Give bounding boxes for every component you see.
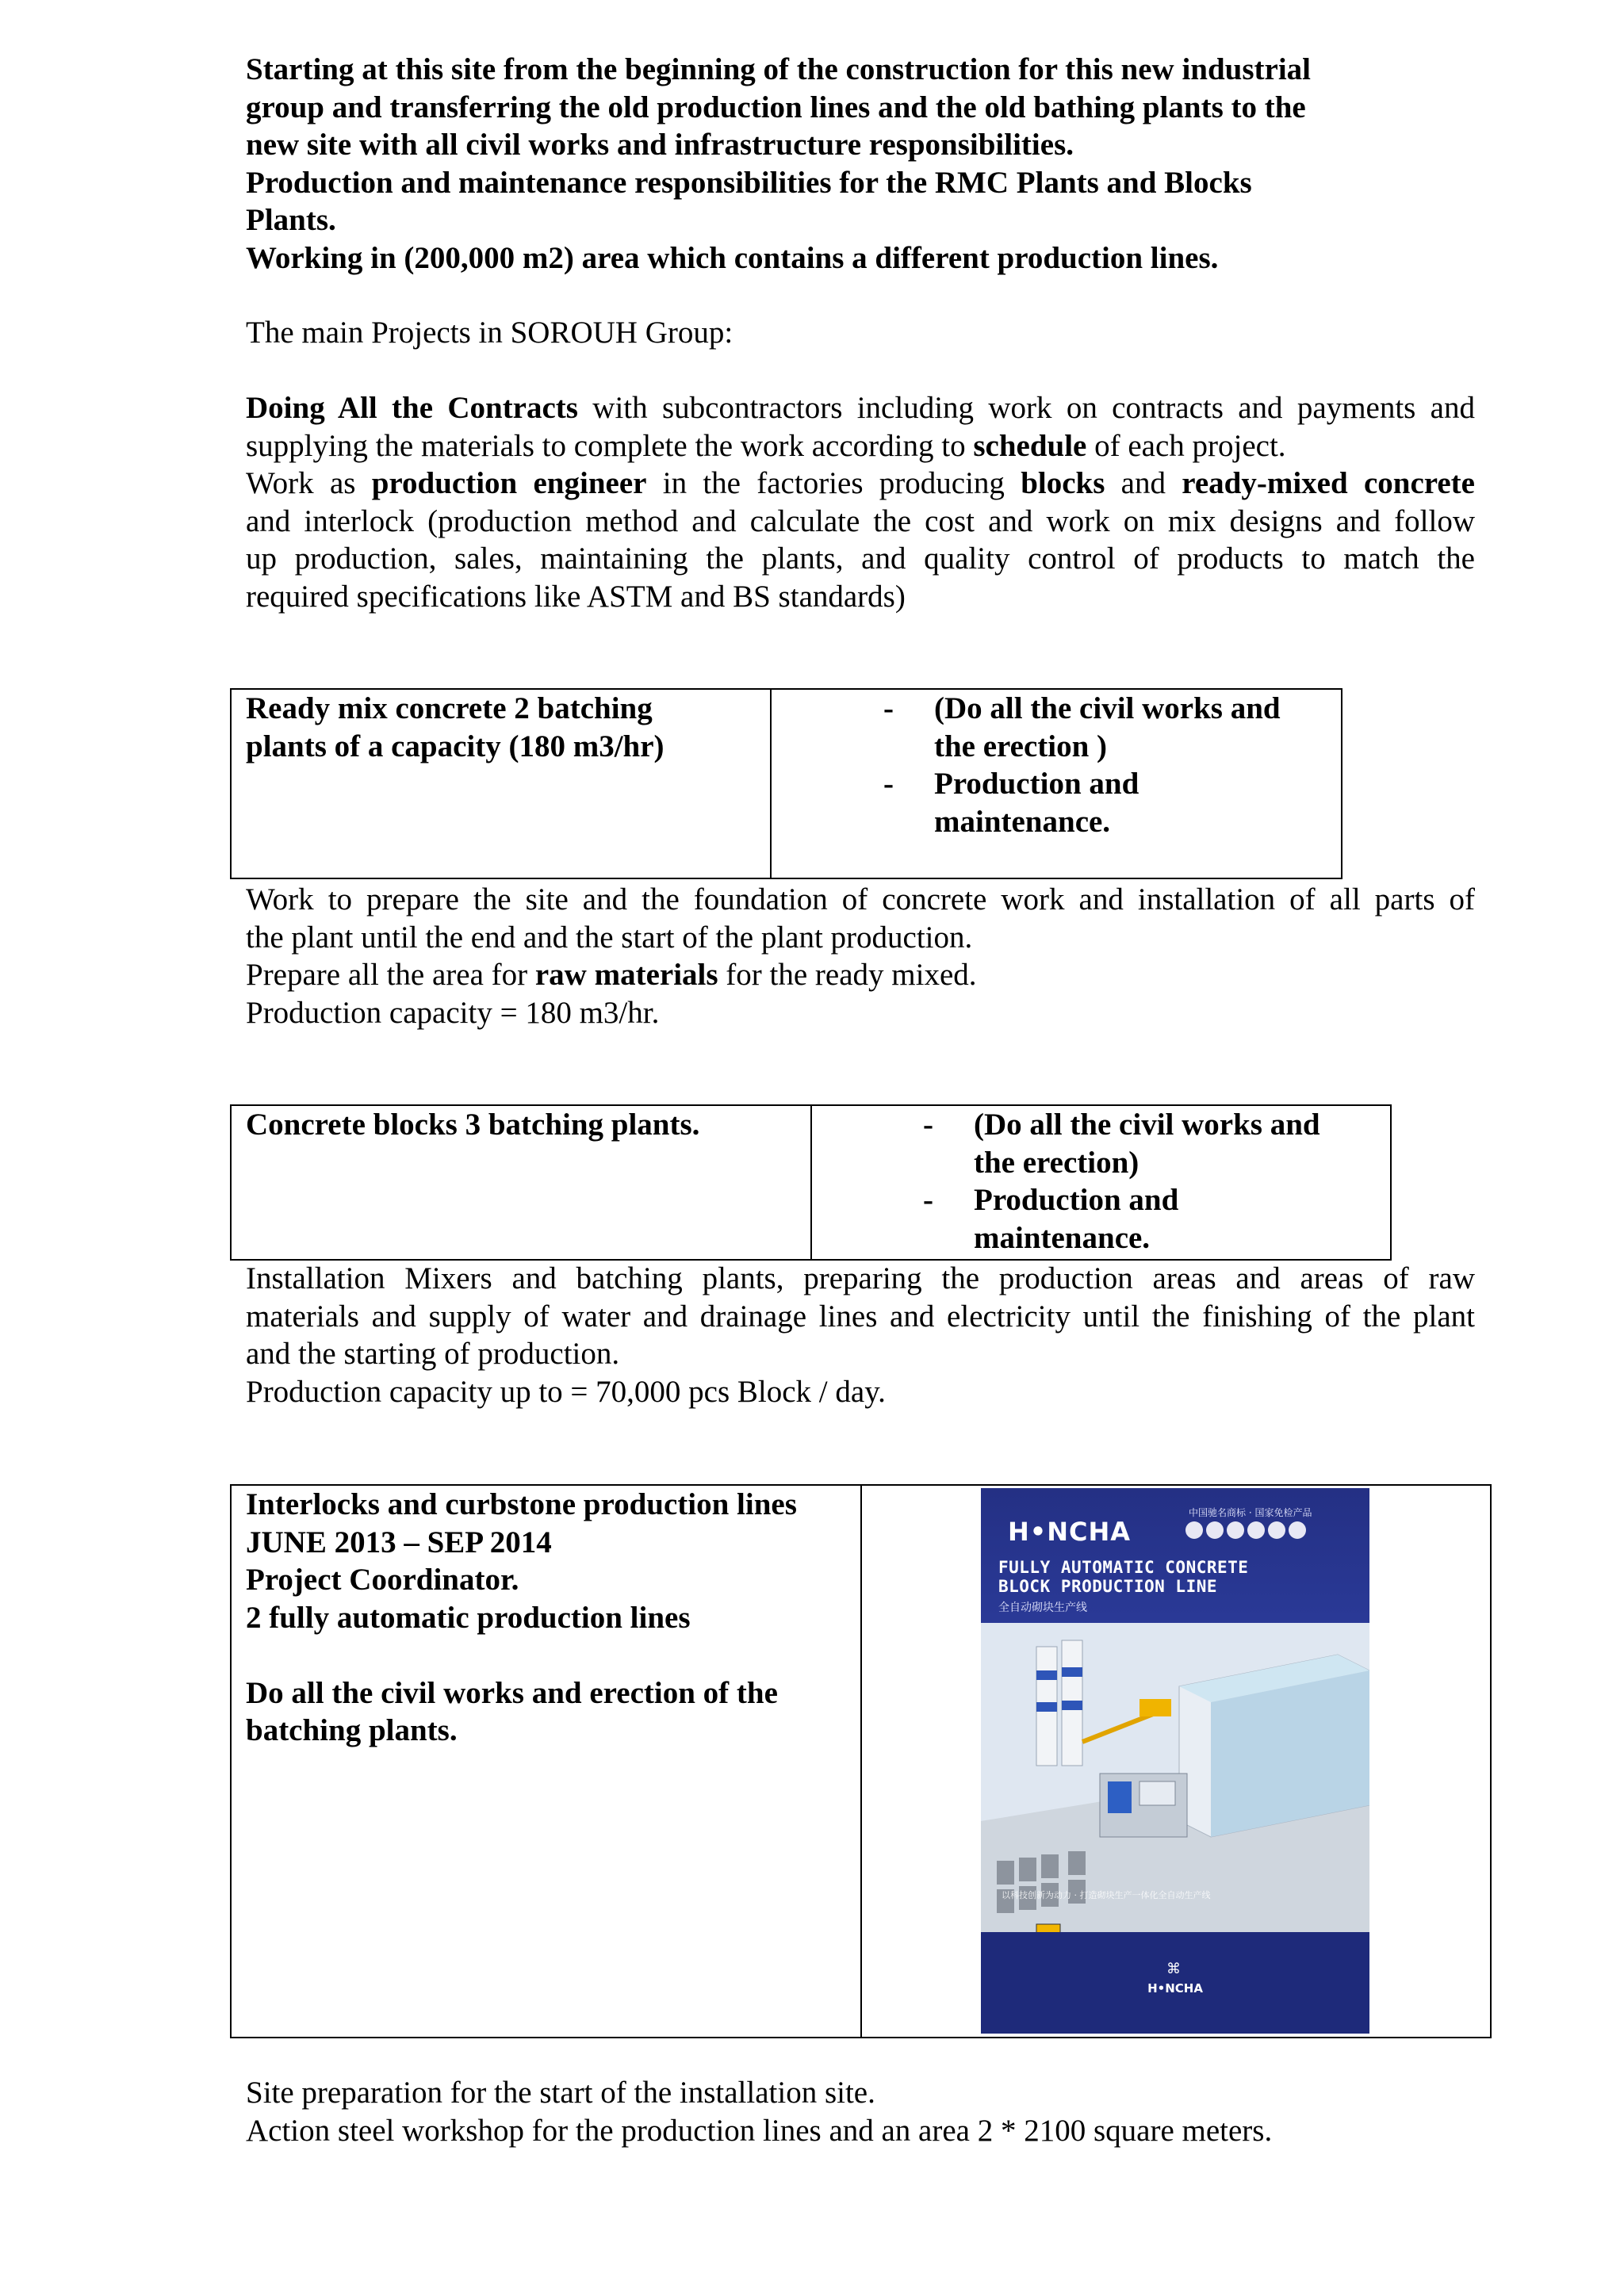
- contracts-line: [246, 427, 1475, 465]
- bullet-line: the erection ): [934, 729, 1108, 763]
- rmc-table-left-cell: [246, 690, 761, 765]
- closing-paragraph: [246, 2074, 1483, 2149]
- table-divider: [810, 1106, 812, 1259]
- text-run: Work as: [246, 466, 372, 500]
- contracts-line: and interlock (production method and calculate the cost and work on mix designs and follow: [246, 503, 1475, 538]
- intro-line: new site with all civil works and infrastructure responsibilities.: [246, 128, 1074, 162]
- description-line: Work to prepare the site and the foundation of concrete work and installation of all parts of: [246, 882, 1475, 916]
- closing-line: Site preparation for the start of the installation site.: [246, 2076, 875, 2110]
- description-line: [246, 956, 1475, 994]
- cell-line: JUNE 2013 – SEP 2014: [246, 1525, 552, 1559]
- intro-line: group and transferring the old production lines and the old bathing plants to the: [246, 90, 1306, 124]
- cell-line: Project Coordinator.: [246, 1563, 519, 1597]
- intro-line: Working in (200,000 m2) area which contains a different production lines.: [246, 240, 1219, 275]
- certification-icon: [1247, 1521, 1265, 1539]
- honcha-brochure-image: [981, 1488, 1369, 2034]
- intro-line: Production and maintenance responsibilities for the RMC Plants and Blocks: [246, 165, 1252, 200]
- bullet-line: Production and: [974, 1183, 1179, 1217]
- blocks-table-left-cell: Concrete blocks 3 batching plants.: [246, 1108, 700, 1142]
- honcha-mark-icon: ⌘: [1166, 1961, 1181, 1977]
- text-run: for the ready mixed.: [718, 958, 977, 992]
- bullet-line: maintenance.: [974, 1220, 1151, 1255]
- contracts-line: [246, 389, 1475, 427]
- description-line: the plant until the end and the start of the plant production.: [246, 920, 973, 955]
- cell-line: Ready mix concrete 2 batching: [246, 691, 653, 725]
- description-line: materials and supply of water and drainage lines and electricity until the finishing of the plant: [246, 1299, 1475, 1334]
- closing-line: Action steel workshop for the production lines and an area 2 * 2100 square meters.: [246, 2113, 1273, 2148]
- bold-phrase: Doing All the Contracts: [246, 391, 578, 425]
- dash-bullet: -: [883, 767, 894, 801]
- dash-bullet: -: [923, 1183, 933, 1217]
- certification-icon: [1185, 1521, 1203, 1539]
- projects-heading: The main Projects in SOROUH Group:: [246, 316, 733, 350]
- bullet-item: [923, 1181, 1367, 1257]
- text-run: Prepare all the area for: [246, 958, 535, 992]
- bullet-line: maintenance.: [934, 804, 1111, 839]
- contracts-line: required specifications like ASTM and BS standards): [246, 579, 906, 614]
- certification-icon: [1206, 1521, 1224, 1539]
- contracts-line: up production, sales, maintaining the plants, and quality control of products to match the: [246, 541, 1475, 576]
- brochure-award-text: 中国驰名商标 · 国家免检产品: [1189, 1507, 1312, 1518]
- bullet-line: Production and: [934, 767, 1139, 801]
- text-run: with subcontractors including work on contracts and payments and: [577, 391, 1475, 425]
- rmc-table-bullets: [883, 690, 1327, 840]
- interlocks-table-left-cell: [246, 1486, 848, 1750]
- description-line: Production capacity up to = 70,000 pcs Block / day.: [246, 1374, 886, 1409]
- description-line: and the starting of production.: [246, 1337, 620, 1371]
- bullet-line: the erection): [974, 1145, 1139, 1180]
- intro-paragraph: [246, 51, 1483, 277]
- description-line: Installation Mixers and batching plants, preparing the production areas and areas of raw: [246, 1261, 1475, 1295]
- intro-line: Plants.: [246, 203, 336, 237]
- bold-phrase: blocks: [1021, 466, 1105, 500]
- brochure-headline-cn: 全自动砌块生产线: [998, 1601, 1087, 1614]
- bullet-item: [883, 690, 1327, 765]
- ce-mark-icon: [1289, 1521, 1306, 1539]
- honcha-logo: H•NCHA: [1008, 1517, 1132, 1547]
- text-run: and: [1105, 466, 1182, 500]
- rmc-description: [246, 881, 1475, 1031]
- bold-phrase: schedule: [973, 428, 1087, 463]
- bold-phrase: production engineer: [371, 466, 647, 500]
- dash-bullet: -: [883, 691, 894, 725]
- contracts-paragraph: [246, 389, 1475, 615]
- text-run: of each project.: [1086, 428, 1286, 463]
- bullet-item: [923, 1106, 1367, 1181]
- bullet-line: (Do all the civil works and: [934, 691, 1281, 725]
- bullet-item: [883, 765, 1327, 840]
- cell-line: plants of a capacity (180 m3/hr): [246, 729, 665, 763]
- brochure-footer-text: 以科技创新为动力 · 打造砌块生产一体化全自动生产线: [1002, 1890, 1211, 1900]
- rmc-table: [230, 688, 1342, 879]
- dash-bullet: -: [923, 1108, 933, 1142]
- brochure-headline: [998, 1558, 1248, 1596]
- text-run: in the factories producing: [646, 466, 1021, 500]
- intro-line: Starting at this site from the beginning of the construction for this new industrial: [246, 52, 1312, 86]
- contracts-line: [246, 465, 1475, 503]
- cell-line: 2 fully automatic production lines: [246, 1600, 691, 1635]
- cell-line: Interlocks and curbstone production lines: [246, 1487, 797, 1521]
- blocks-description: [246, 1260, 1475, 1410]
- certification-icon: [1227, 1521, 1244, 1539]
- certification-badges: [1185, 1521, 1309, 1543]
- text-run: supplying the materials to complete the work according to: [246, 428, 974, 463]
- headline-line: FULLY AUTOMATIC CONCRETE: [998, 1558, 1249, 1577]
- blank-line: [246, 1636, 848, 1674]
- blocks-table: [230, 1104, 1392, 1261]
- description-line: Production capacity = 180 m3/hr.: [246, 995, 660, 1030]
- table-divider: [860, 1486, 862, 2037]
- table-divider: [770, 690, 772, 878]
- factory-illustration: [981, 1623, 1369, 1972]
- bold-phrase: raw materials: [534, 958, 718, 992]
- cell-line: batching plants.: [246, 1713, 458, 1747]
- bold-phrase: ready-mixed concrete: [1182, 466, 1475, 500]
- honcha-footer-logo: H•NCHA: [1147, 1981, 1203, 1996]
- bullet-line: (Do all the civil works and: [974, 1108, 1320, 1142]
- certification-icon: [1268, 1521, 1285, 1539]
- cell-line: Do all the civil works and erection of the: [246, 1675, 778, 1710]
- blocks-table-bullets: [923, 1106, 1367, 1257]
- headline-line: BLOCK PRODUCTION LINE: [998, 1577, 1218, 1596]
